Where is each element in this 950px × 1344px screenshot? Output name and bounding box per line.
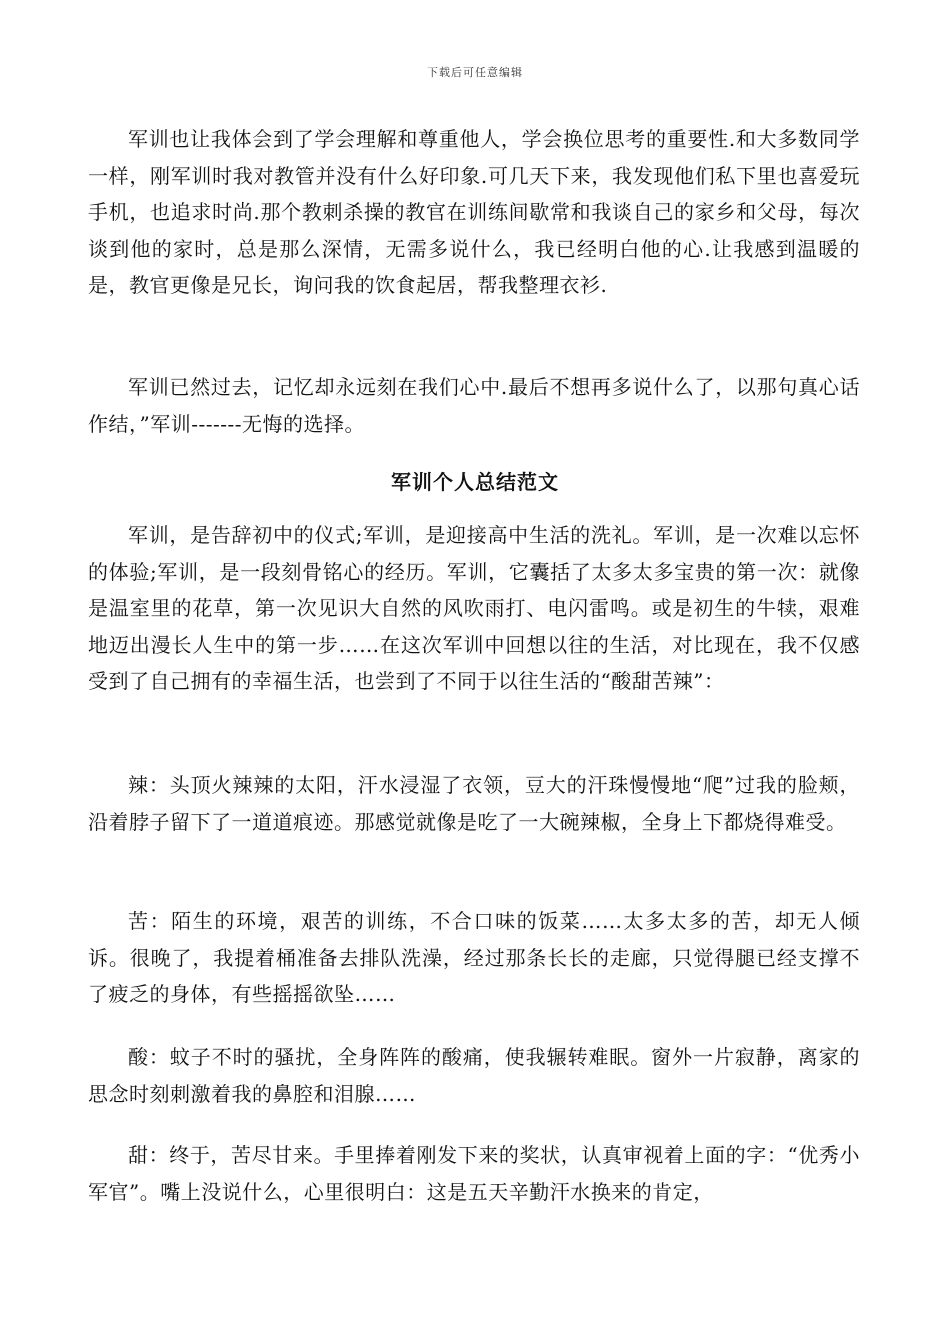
paragraph-bitter: 苦：陌生的环境，艰苦的训练，不合口味的饭菜……太多太多的苦，却无人倾诉。很晚了，我提着桶准备去排队洗澡，经过那条长长的走廊，只觉得腿已经支撑不了疲乏的身体，有些摇摇欲坠……	[88, 909, 860, 1006]
paragraph-intro: 军训，是告辞初中的仪式;军训，是迎接高中生活的洗礼。军训，是一次难以忘怀的体验;军训，是一段刻骨铭心的经历。军训，它囊括了太多太多宝贵的第一次：就像是温室里的花草，第一次见识大自然的风吹雨打、电闪雷鸣。或是初生的牛犊，艰难地迈出漫长人生中的第一步……在这次军训中回想以往的生活，对比现在，我不仅感受到了自己拥有的幸福生活，也尝到了不同于以往生活的“酸甜苦辣”：	[88, 523, 860, 693]
paragraph-sweet: 甜：终于，苦尽甘来。手里捧着刚发下来的奖状，认真审视着上面的字：“优秀小军官”。嘴上没说什么，心里很明白：这是五天辛勤汗水换来的肯定，	[88, 1143, 860, 1204]
paragraph-sour: 酸：蚊子不时的骚扰，全身阵阵的酸痛，使我辗转难眠。窗外一片寂静，离家的思念时刻刺激着我的鼻腔和泪腺……	[88, 1045, 860, 1106]
page-header-note: 下载后可任意编辑	[427, 66, 523, 79]
paragraph-empathy: 军训也让我体会到了学会理解和尊重他人，学会换位思考的重要性.和大多数同学一样，刚军训时我对教管并没有什么好印象.可几天下来，我发现他们私下里也喜爱玩手机，也追求时尚.那个教刺杀操的教官在训练间歇常和我谈自己的家乡和父母，每次谈到他的家时，总是那么深情，无需多说什么，我已经明白他的心.让我感到温暖的是，教官更像是兄长，询问我的饮食起居，帮我整理衣衫.	[88, 127, 860, 297]
paragraph-spicy: 辣：头顶火辣辣的太阳，汗水浸湿了衣领，豆大的汗珠慢慢地“爬”过我的脸颊，沿着脖子留下了一道道痕迹。那感觉就像是吃了一大碗辣椒，全身上下都烧得难受。	[88, 773, 860, 834]
section-title: 军训个人总结范文	[391, 470, 559, 494]
paragraph-closing: 军训已然过去，记忆却永远刻在我们心中.最后不想再多说什么了，以那句真心话作结，”军训-------无悔的选择。	[88, 375, 860, 436]
